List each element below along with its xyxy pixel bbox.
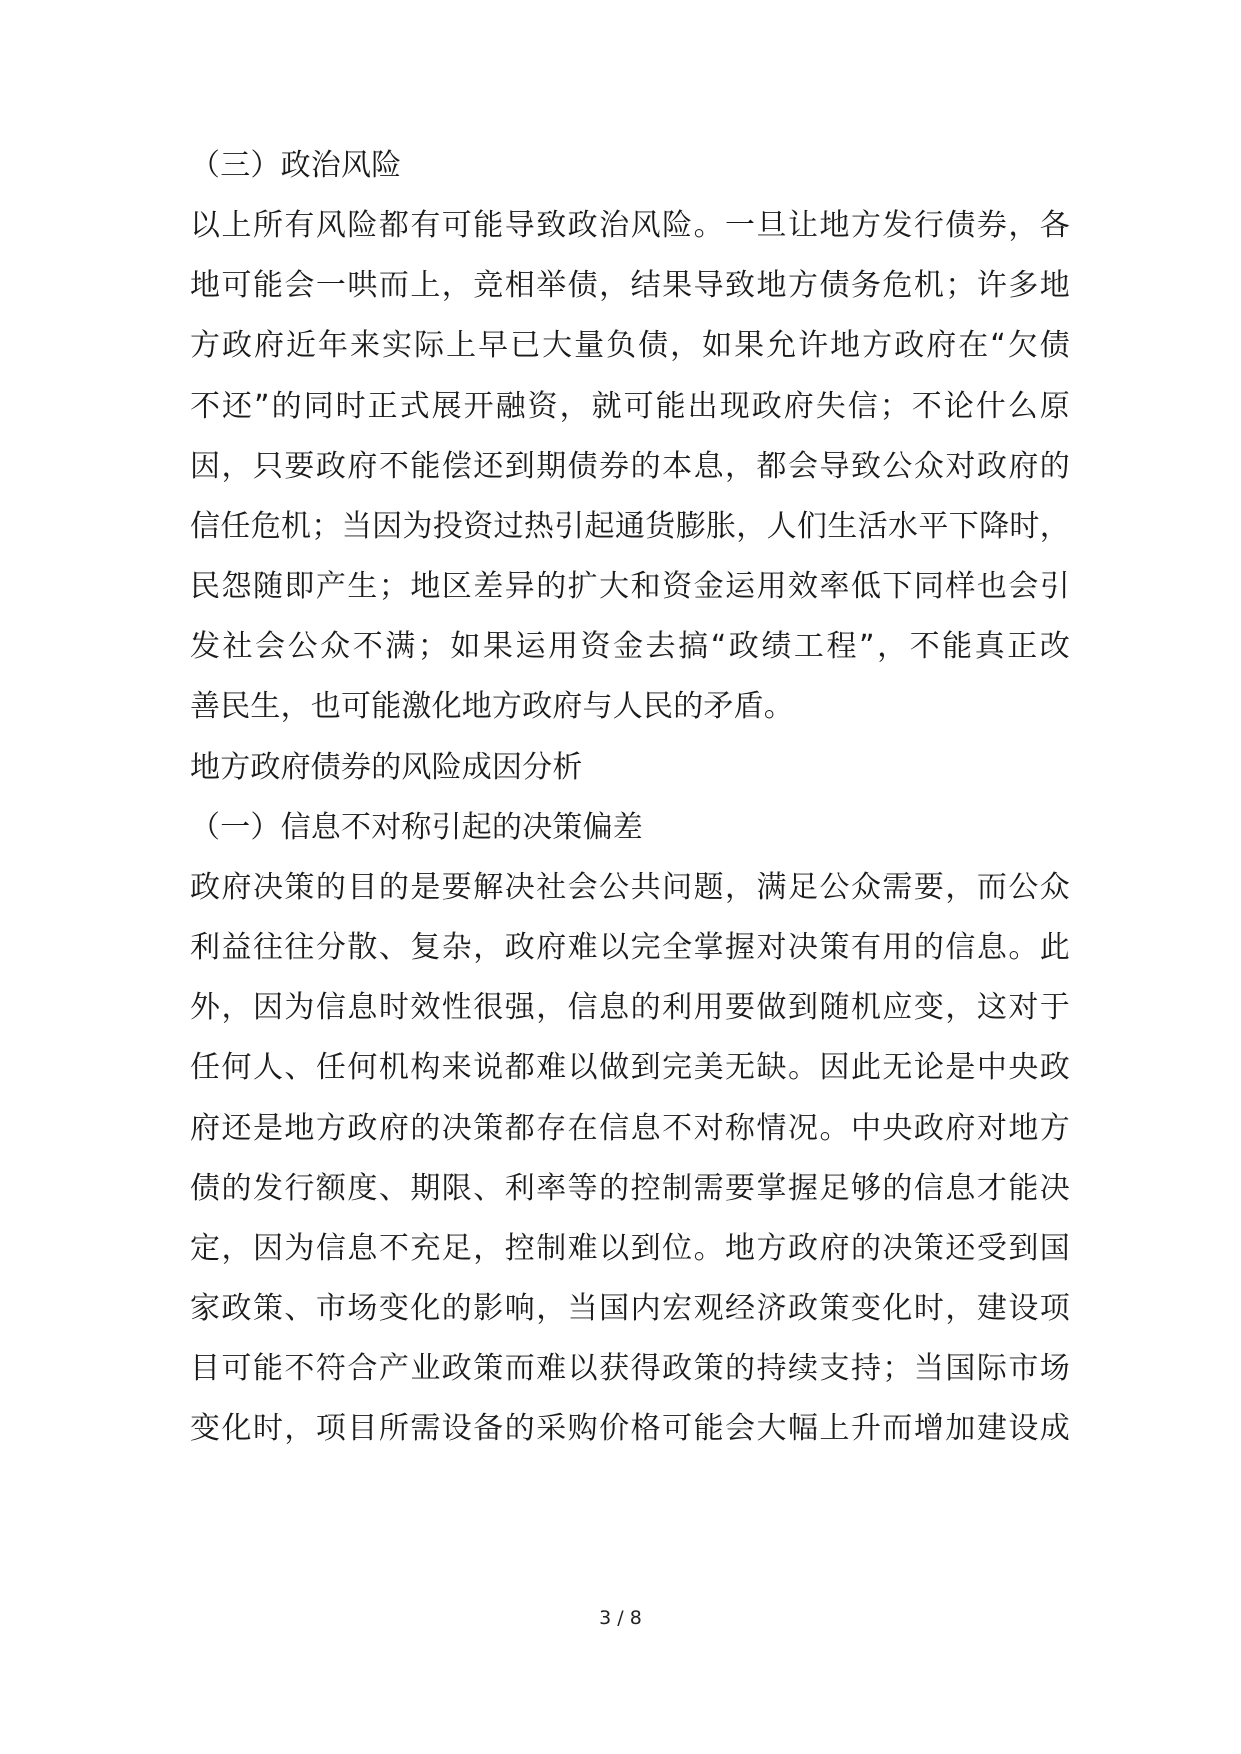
section-title: 地方政府债券的风险成因分析 [190,750,583,785]
paragraph-line: 目可能不符合产业政策而难以获得政策的持续支持；当国际市场 [190,1351,1070,1386]
paragraph-line: 因，只要政府不能偿还到期债券的本息，都会导致公众对政府的 [190,449,1070,484]
paragraph-line: 以上所有风险都有可能导致政治风险。一旦让地方发行债券，各 [190,208,1070,243]
paragraph-line: 府还是地方政府的决策都存在信息不对称情况。中央政府对地方 [190,1111,1070,1146]
page-number: 3 / 8 [599,1607,642,1629]
paragraph-line: 信任危机；当因为投资过热引起通货膨胀，人们生活水平下降时， [190,509,1070,544]
paragraph-line: 债的发行额度、期限、利率等的控制需要掌握足够的信息才能决 [190,1171,1070,1206]
paragraph-line: 外，因为信息时效性很强，信息的利用要做到随机应变，这对于 [190,990,1070,1025]
paragraph-line: 民怨随即产生；地区差异的扩大和资金运用效率低下同样也会引 [190,569,1070,604]
paragraph-line: 发社会公众不满；如果运用资金去搞“政绩工程”，不能真正改 [190,629,1070,664]
paragraph-line: 政府决策的目的是要解决社会公共问题，满足公众需要，而公众 [190,870,1070,905]
paragraph-line: 利益往往分散、复杂，政府难以完全掌握对决策有用的信息。此 [190,930,1070,965]
paragraph-line: 方政府近年来实际上早已大量负债，如果允许地方政府在“欠债 [190,328,1070,363]
paragraph-line: 变化时，项目所需设备的采购价格可能会大幅上升而增加建设成 [190,1411,1070,1446]
paragraph-line: 不还”的同时正式展开融资，就可能出现政府失信；不论什么原 [190,389,1070,424]
paragraph-line: 定，因为信息不充足，控制难以到位。地方政府的决策还受到国 [190,1231,1070,1266]
paragraph-line: 地可能会一哄而上，竞相举债，结果导致地方债务危机；许多地 [190,268,1070,303]
paragraph-line: 善民生，也可能激化地方政府与人民的矛盾。 [190,689,794,724]
paragraph-line: 任何人、任何机构来说都难以做到完美无缺。因此无论是中央政 [190,1050,1070,1085]
paragraph-line: 家政策、市场变化的影响，当国内宏观经济政策变化时，建设项 [190,1291,1070,1326]
heading-political-risk: （三）政治风险 [190,148,402,183]
heading-info-asymmetry: （一）信息不对称引起的决策偏差 [190,810,643,845]
